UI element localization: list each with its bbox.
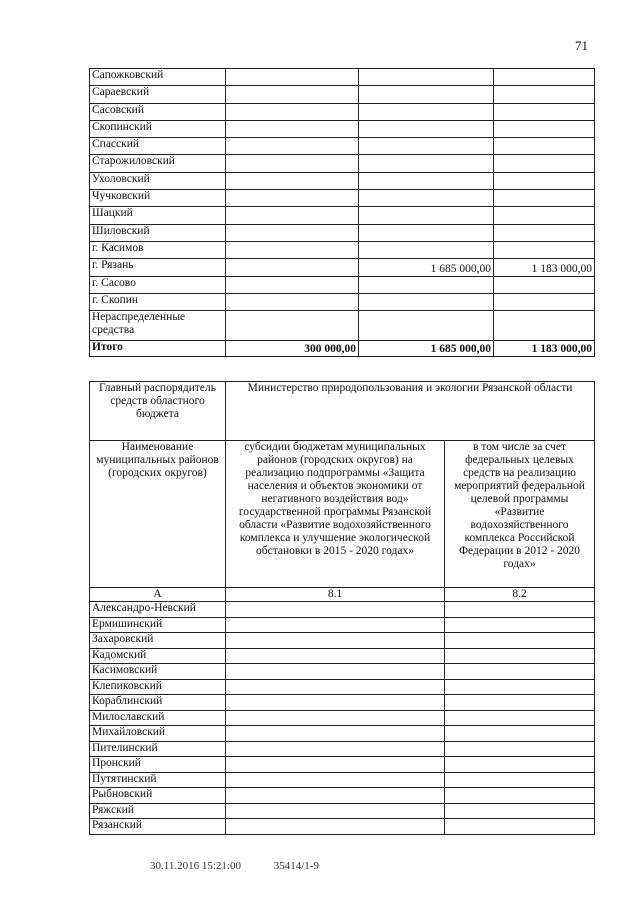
value-cell [226, 69, 359, 86]
table-row [90, 69, 595, 86]
value-cell [359, 103, 494, 120]
row-label: Шацкий [90, 207, 226, 224]
value-cell [494, 241, 595, 258]
column-code-a: А [90, 588, 226, 602]
table-row [90, 633, 595, 649]
value-cell [359, 69, 494, 86]
main-distributor-label: Главный распорядитель средств областного бюджета [90, 382, 226, 441]
table-row [90, 726, 595, 742]
table-row [90, 741, 595, 757]
value-cell: 1 183 000,00 [494, 259, 595, 276]
value-cell [445, 819, 595, 835]
row-label: Ряжский [90, 803, 226, 819]
table-row [90, 710, 595, 726]
table-row [90, 138, 595, 155]
ministry-name: Министерство природопользования и экологии Рязанской области [226, 382, 595, 441]
total-value: 1 183 000,00 [494, 341, 595, 357]
row-label: г. Рязань [90, 259, 226, 276]
value-cell [445, 633, 595, 649]
value-cell [226, 819, 445, 835]
row-label: Касимовский [90, 664, 226, 680]
row-label: Клепиковский [90, 679, 226, 695]
value-cell [445, 602, 595, 618]
column-codes-row [90, 588, 595, 602]
value-cell [226, 602, 445, 618]
budget-table-continued [89, 68, 595, 357]
table-row [90, 224, 595, 241]
value-cell [445, 679, 595, 695]
row-label: г. Скопин [90, 293, 226, 310]
row-label: Спасский [90, 138, 226, 155]
row-label: Сапожковский [90, 69, 226, 86]
row-label: Михайловский [90, 726, 226, 742]
value-cell [494, 293, 595, 310]
value-cell [494, 103, 595, 120]
table-row [90, 679, 595, 695]
row-label: Ухоловский [90, 172, 226, 189]
value-cell [359, 155, 494, 172]
value-cell [359, 293, 494, 310]
table-row [90, 241, 595, 258]
value-cell [445, 803, 595, 819]
row-label: Милославский [90, 710, 226, 726]
value-cell [445, 788, 595, 804]
row-label: Путятинский [90, 772, 226, 788]
value-cell [359, 207, 494, 224]
table-row [90, 664, 595, 680]
value-cell [494, 86, 595, 103]
total-row [90, 341, 595, 357]
total-value: 1 685 000,00 [359, 341, 494, 357]
value-cell [494, 190, 595, 207]
column-code-8-1: 8.1 [226, 588, 445, 602]
value-cell [359, 138, 494, 155]
row-label: Захаровский [90, 633, 226, 649]
value-cell [226, 190, 359, 207]
value-cell [226, 172, 359, 189]
row-label: Кадомский [90, 648, 226, 664]
value-cell [226, 741, 445, 757]
value-cell [226, 207, 359, 224]
value-cell: 1 685 000,00 [359, 259, 494, 276]
value-cell [359, 311, 494, 341]
value-cell [359, 86, 494, 103]
value-cell [226, 86, 359, 103]
value-cell [445, 772, 595, 788]
value-cell [226, 695, 445, 711]
value-cell [494, 120, 595, 137]
row-label: Пителинский [90, 741, 226, 757]
value-cell [494, 311, 595, 341]
table-row [90, 103, 595, 120]
table-row [90, 772, 595, 788]
value-cell [494, 138, 595, 155]
value-cell [494, 172, 595, 189]
value-cell [445, 617, 595, 633]
value-cell [226, 788, 445, 804]
value-cell [226, 633, 445, 649]
row-label: г. Сасово [90, 276, 226, 293]
value-cell [359, 120, 494, 137]
column-header-8-2: в том числе за счет федеральных целевых средств на реализацию мероприятий федеральной целевой программы «Развитие водохозяйственного комплекса Российской Федерации в 2012 - 2020 годах» [445, 441, 595, 588]
table-row [90, 788, 595, 804]
table-row [90, 86, 595, 103]
value-cell [226, 276, 359, 293]
row-label: Скопинский [90, 120, 226, 137]
value-cell [359, 241, 494, 258]
table-row [90, 803, 595, 819]
value-cell [445, 695, 595, 711]
value-cell [226, 259, 359, 276]
table-row [90, 293, 595, 310]
page-number: 71 [575, 38, 588, 53]
value-cell [494, 155, 595, 172]
table-row [90, 207, 595, 224]
value-cell [226, 617, 445, 633]
footer-timestamp: 30.11.2016 15:21:00 [150, 860, 241, 872]
value-cell [226, 772, 445, 788]
value-cell [226, 710, 445, 726]
row-label: Кораблинский [90, 695, 226, 711]
value-cell [445, 757, 595, 773]
total-label: Итого [90, 341, 226, 357]
value-cell [494, 207, 595, 224]
column-header-municipality: Наименование муниципальных районов (городских округов) [90, 441, 226, 588]
row-label: Александро-Невский [90, 602, 226, 618]
header-row-columns [90, 441, 595, 588]
total-value: 300 000,00 [226, 341, 359, 357]
table-row [90, 757, 595, 773]
value-cell [445, 664, 595, 680]
value-cell [226, 679, 445, 695]
value-cell [445, 648, 595, 664]
row-label: Чучковский [90, 190, 226, 207]
value-cell [359, 190, 494, 207]
row-label: Ермишинский [90, 617, 226, 633]
value-cell [445, 726, 595, 742]
table-row [90, 819, 595, 835]
value-cell [359, 224, 494, 241]
value-cell [445, 741, 595, 757]
budget-table-subsidies [89, 381, 595, 835]
value-cell [226, 241, 359, 258]
row-label: Пронский [90, 757, 226, 773]
table-row [90, 276, 595, 293]
table-row [90, 311, 595, 341]
value-cell [359, 276, 494, 293]
table-row [90, 259, 595, 276]
value-cell [226, 120, 359, 137]
value-cell [226, 648, 445, 664]
table-row [90, 602, 595, 618]
value-cell [494, 224, 595, 241]
row-label: г. Касимов [90, 241, 226, 258]
row-label: Сараевский [90, 86, 226, 103]
row-label: Рязанский [90, 819, 226, 835]
row-label: Рыбновский [90, 788, 226, 804]
row-label: Старожиловский [90, 155, 226, 172]
value-cell [226, 726, 445, 742]
value-cell [226, 138, 359, 155]
value-cell [226, 155, 359, 172]
document-footer [150, 860, 349, 872]
value-cell [445, 710, 595, 726]
footer-doc-code: 35414/1-9 [273, 860, 319, 872]
column-header-8-1: субсидии бюджетам муниципальных районов (городских округов) на реализацию подпрограммы «Защита населения и объектов экономики от негативного воздействия вод» государственной программы Рязанской области «Развитие водохозяйственного комплекса и улучшение экологической обстановки в 2015 - 2020 годах» [226, 441, 445, 588]
table-row [90, 695, 595, 711]
table-row [90, 190, 595, 207]
value-cell [226, 224, 359, 241]
value-cell [494, 276, 595, 293]
table-row [90, 155, 595, 172]
row-label: Шиловский [90, 224, 226, 241]
table-row [90, 120, 595, 137]
column-code-8-2: 8.2 [445, 588, 595, 602]
value-cell [494, 69, 595, 86]
row-label: Нераспределенные средства [90, 311, 226, 341]
value-cell [359, 172, 494, 189]
value-cell [226, 293, 359, 310]
value-cell [226, 311, 359, 341]
row-label: Сасовский [90, 103, 226, 120]
value-cell [226, 803, 445, 819]
value-cell [226, 103, 359, 120]
table-row [90, 648, 595, 664]
value-cell [226, 664, 445, 680]
table-row [90, 617, 595, 633]
table-row [90, 172, 595, 189]
value-cell [226, 757, 445, 773]
header-row-distributor [90, 382, 595, 441]
